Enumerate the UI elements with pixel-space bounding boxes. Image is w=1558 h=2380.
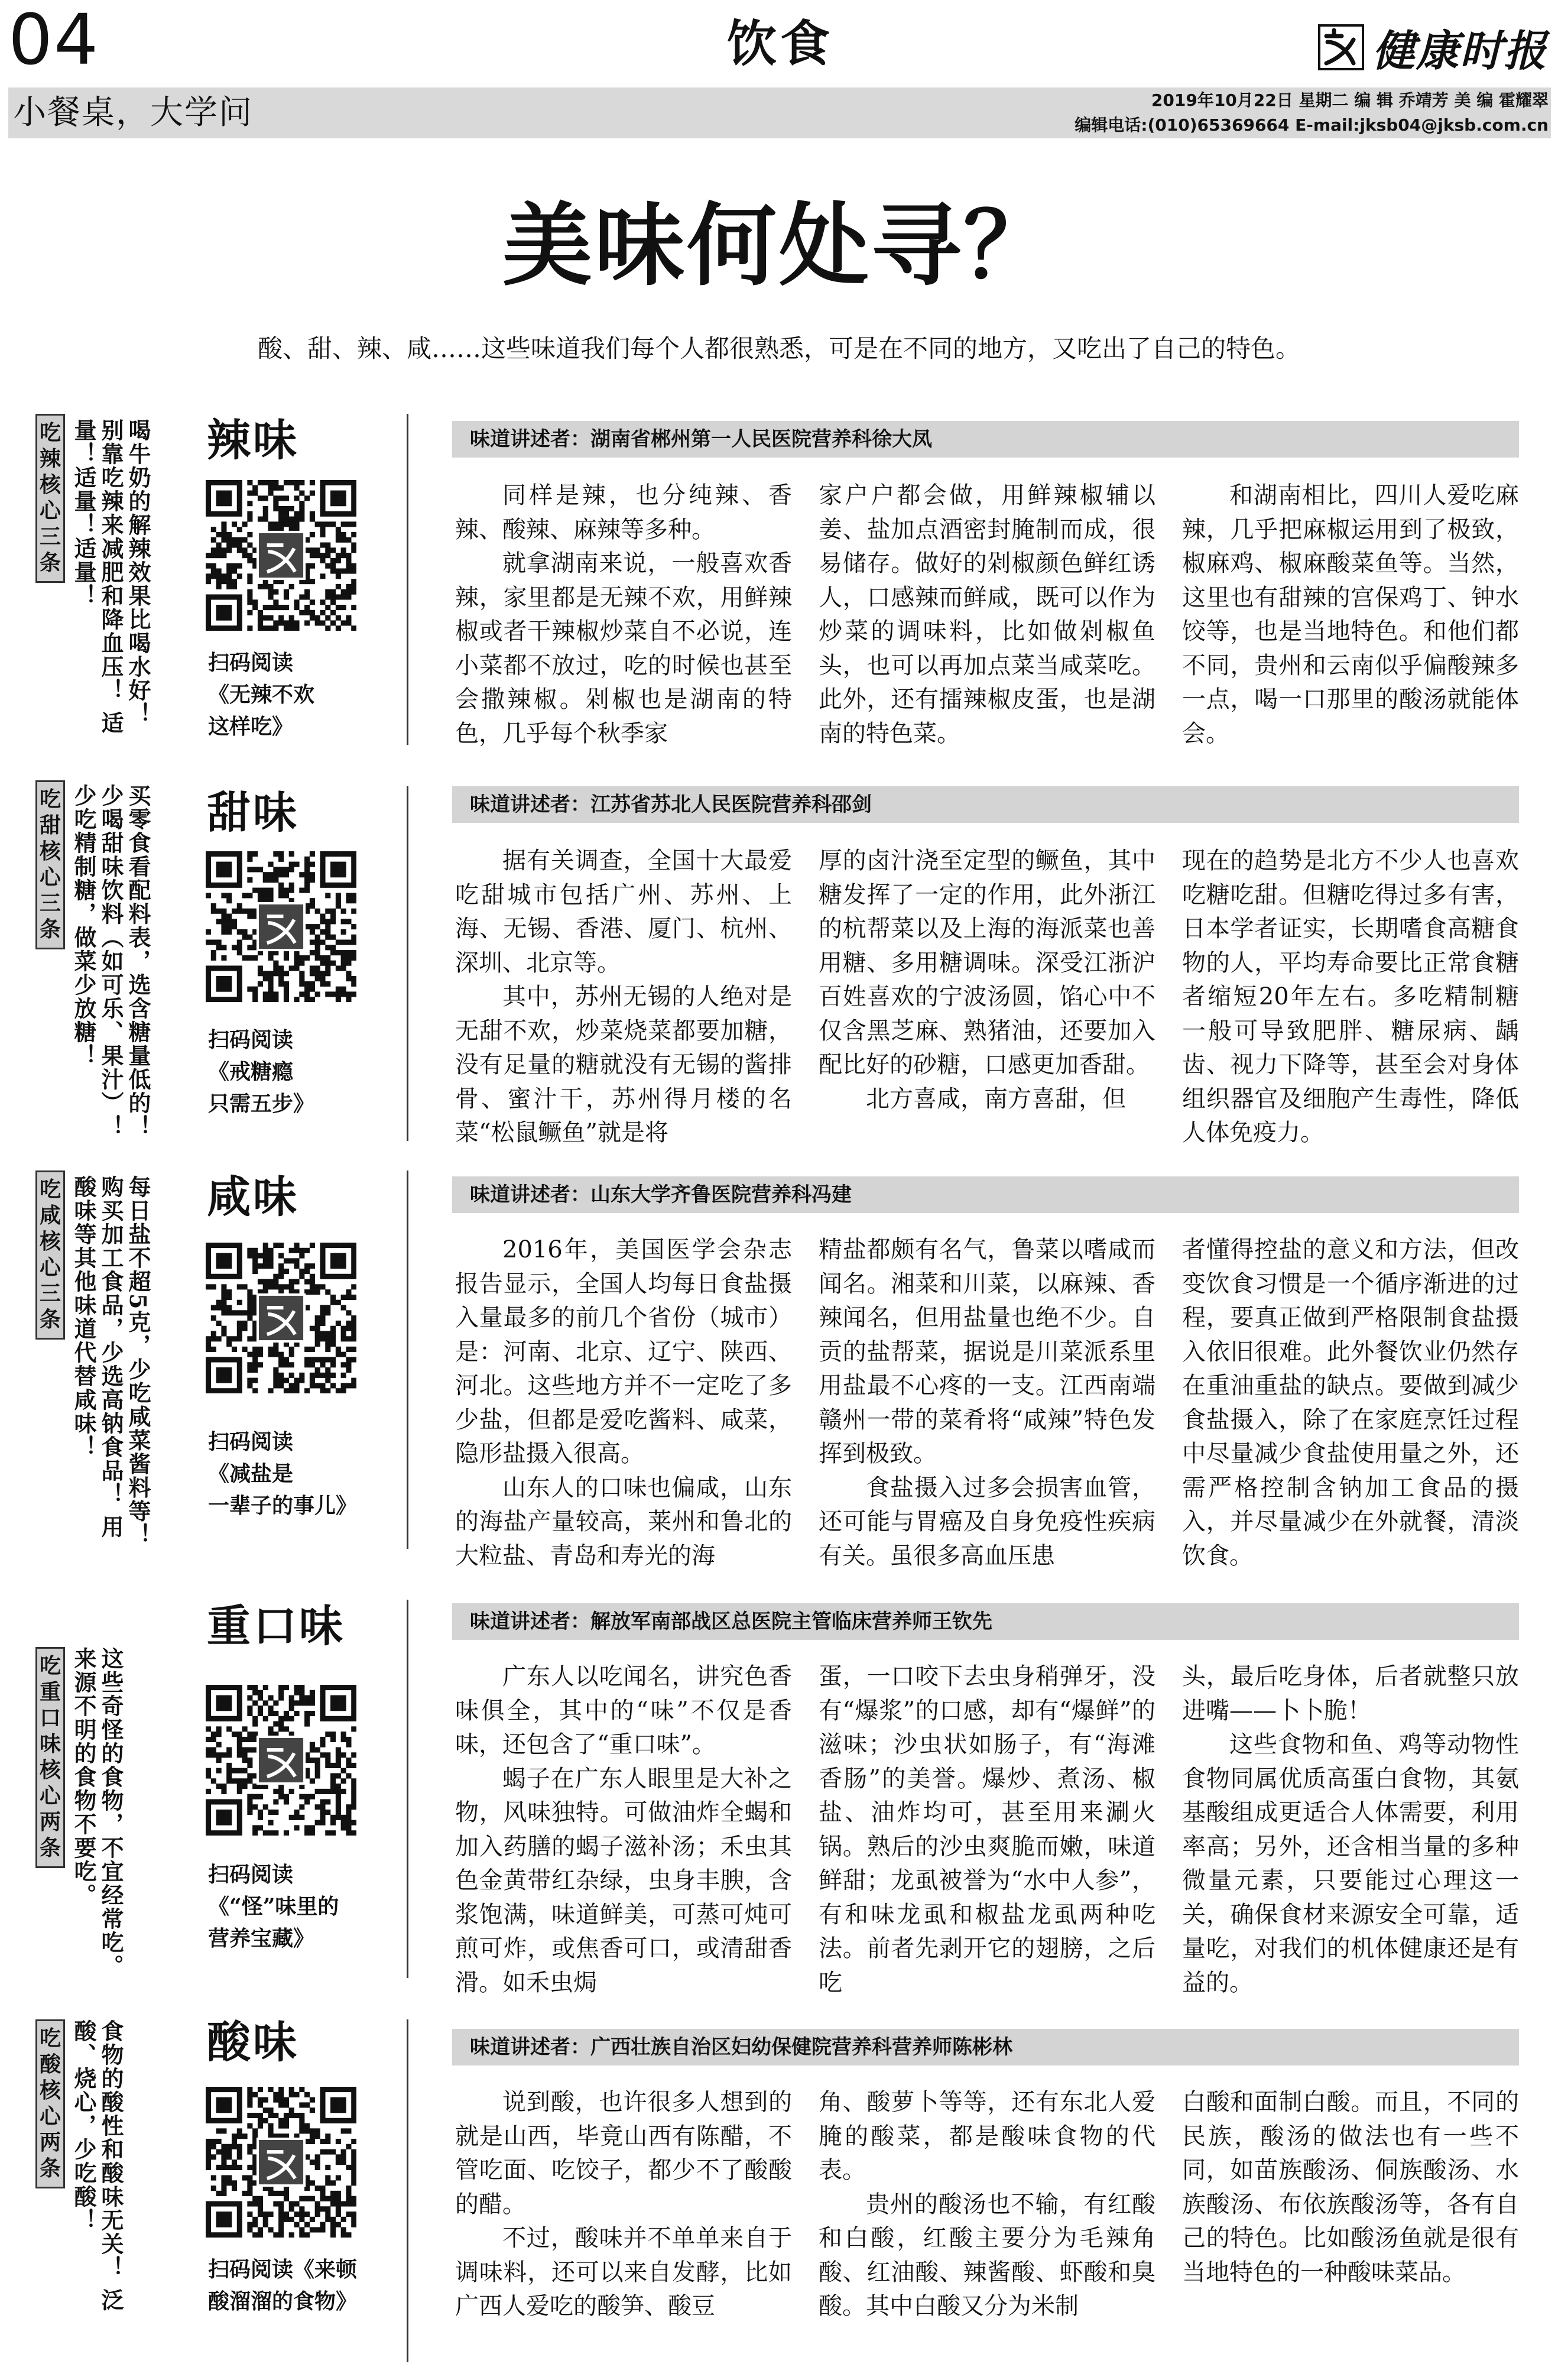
tip-line: 购买加工食品，少选高钠食品！ <box>98 1175 124 1506</box>
logo-mark-icon <box>1318 24 1364 70</box>
headline: 美味何处寻？ <box>502 192 1056 298</box>
logo-text: 健康时报 <box>1372 25 1548 76</box>
article-column: 厚的卤汁浇至定型的鳜鱼，其中糖发挥了一定的作用，此外浙江的杭帮菜以及上海的海派菜也善用糖、多用糖调味。深受江浙沪百姓喜欢的宁波汤圆，馅心中不仅含黑芝麻、熟猪油，还要加入配比好的砂糖，口感更加香甜。 北方喜咸，南方喜甜，但 <box>819 847 1155 1113</box>
side-tag: 吃重口味核心两条 <box>35 1647 65 1868</box>
qr-code[interactable] <box>206 480 356 631</box>
tip-line: 别靠吃辣来减肥和降血压！ <box>98 419 124 702</box>
side-tag: 吃咸核心三条 <box>35 1170 65 1340</box>
page-number: 04 <box>8 0 100 80</box>
article-column: 同样是辣，也分纯辣、香辣、酸辣、麻辣等多种。 就拿湖南来说，一般喜欢香辣，家里都是无辣不欢，用鲜辣椒或者干辣椒炒菜自不必说，连小菜都不放过，吃的时候也甚至会撒辣椒。剁椒也是湖南的特色，几乎每个秋季家 <box>455 482 792 747</box>
side-tag: 吃酸核心两条 <box>35 2019 65 2188</box>
scan-caption: 扫码阅读 《“怪”味里的 营养宝藏》 <box>208 1862 339 1951</box>
lede: 酸、甜、辣、咸……这些味道我们每个人都很熟悉，可是在不同的地方，又吃出了自己的特色。 <box>257 334 1300 363</box>
scan-caption: 扫码阅读 《减盐是 一辈子的事儿》 <box>208 1429 358 1518</box>
tip-line: 来源不明的食物不要吃。 <box>70 1647 97 1907</box>
article-column: 精盐都颇有名气，鲁菜以嗜咸而闻名。湘菜和川菜，以麻辣、香辣闻名，但用盐量也绝不少。自贡的盐帮菜，据说是川菜派系里用盐最不心疼的一支。江西南端赣州一带的菜肴将“咸辣”特色发挥到极致。 食盐摄入过多会损害血管，还可能与胃癌及自身免疫性疾病有关。虽很多高血压患 <box>819 1236 1155 1570</box>
tip-line: 泛酸、烧心，少吃酸！ <box>70 2019 124 2313</box>
flavor-title: 酸味 <box>207 2017 299 2068</box>
contact-line: 编辑电话:(010)65369664 E-mail:jksb04@jksb.com.cn <box>1075 115 1549 135</box>
article-column: 角、酸萝卜等等，还有东北人爱腌的酸菜，都是酸味食物的代表。 贵州的酸汤也不输，有红酸和白酸，红酸主要分为毛辣角酸、红油酸、辣酱酸、虾酸和臭酸。其中白酸又分为米制 <box>819 2089 1155 2320</box>
column-name: 小餐桌，大学问 <box>13 93 253 132</box>
article-column: 家户户都会做，用鲜辣椒辅以姜、盐加点酒密封腌制而成，很易储存。做好的剁椒颜色鲜红诱人，口感辣而鲜咸，既可以作为炒菜的调味料，比如做剁椒鱼头，也可以再加点菜当咸菜吃。此外，还有擂辣椒皮蛋，也是湖南的特色菜。 <box>819 482 1155 747</box>
narrator-bar: 味道讲述者：湖南省郴州第一人民医院营养科徐大凤 <box>452 421 1519 458</box>
tip-line: 买零食看配料表，选含糖量低的！ <box>125 784 151 1139</box>
tip-line: 少吃精制糖，做菜少放糖！ <box>70 784 97 1068</box>
article-column: 和湖南相比，四川人爱吃麻辣，几乎把麻椒运用到了极致，椒麻鸡、椒麻酸菜鱼等。当然，这里也有甜辣的宫保鸡丁、钟水饺等，也是当地特色。和他们都不同，贵州和云南似乎偏酸辣多一点，喝一口那里的酸汤就能体会。 <box>1182 482 1519 747</box>
scan-caption: 扫码阅读《来顿 酸溜溜的食物》 <box>208 2257 358 2314</box>
flavor-title: 甜味 <box>207 787 299 838</box>
qr-code[interactable] <box>206 2087 356 2238</box>
article-column: 2016年，美国医学会杂志报告显示，全国人均每日食盐摄入量最多的前几个省份（城市）是：河南、北京、辽宁、陕西、河北。这些地方并不一定吃了多少盐，但都是爱吃酱料、咸菜，隐形盐摄入很高。 山东人的口味也偏咸，山东的海盐产量较高，莱州和鲁北的大粒盐、青岛和寿光的海 <box>455 1236 792 1570</box>
narrator-bar: 味道讲述者：江苏省苏北人民医院营养科邵剑 <box>452 786 1519 823</box>
divider <box>407 786 408 1141</box>
tip-line: 每日盐不超5克，少吃咸菜酱料等！ <box>125 1175 151 1547</box>
tip-line: 适量！适量！适量！ <box>70 419 124 735</box>
article-column: 者懂得控盐的意义和方法，但改变饮食习惯是一个循序渐进的过程，要真正做到严格限制食盐摄入依旧很难。此外餐饮业仍然存在重油重盐的缺点。要做到减少食盐摄入，除了在家庭烹饪过程中尽量减少食盐使用量之外，还需严格控制含钠加工食品的摄入，并尽量减少在外就餐，清淡饮食。 <box>1182 1236 1519 1570</box>
newspaper-logo <box>1318 18 1547 77</box>
article-column: 现在的趋势是北方不少人也喜欢吃糖吃甜。但糖吃得过多有害，日本学者证实，长期嗜食高糖食物的人，平均寿命要比正常食糖者缩短20年左右。多吃精制糖一般可导致肥胖、糖尿病、龋齿、视力下降等，甚至会对身体组织器官及细胞产生毒性，降低人体免疫力。 <box>1182 847 1519 1146</box>
scan-caption: 扫码阅读 《戒糖瘾 只需五步》 <box>208 1027 315 1116</box>
date-line: 2019年10月22日 星期二 编 辑 乔靖芳 美 编 霍耀翠 <box>1151 90 1549 110</box>
article-column: 说到酸，也许很多人想到的就是山西，毕竟山西有陈醋，不管吃面、吃饺子，都少不了酸酸的醋。 不过，酸味并不单单来自于调味料，还可以来自发酵，比如广西人爱吃的酸笋、酸豆 <box>455 2089 792 2320</box>
side-tip <box>70 419 151 755</box>
tip-line: 喝牛奶的解辣效果比喝水好！ <box>125 419 151 726</box>
divider <box>407 2019 408 2362</box>
divider <box>407 414 408 745</box>
side-tip <box>70 2019 124 2350</box>
narrator-bar: 味道讲述者：山东大学齐鲁医院营养科冯建 <box>452 1176 1519 1213</box>
flavor-title: 重口味 <box>207 1601 345 1652</box>
side-tip <box>70 1647 124 2002</box>
divider <box>407 1600 408 1978</box>
side-tip <box>70 784 151 1162</box>
article-column: 蛋，一口咬下去虫身稍弹牙，没有“爆浆”的口感，却有“爆鲜”的滋味；沙虫状如肠子，有“海滩香肠”的美誉。爆炒、煮汤、椒盐、油炸均可，甚至用来涮火锅。熟后的沙虫爽脆而嫩，味道鲜甜；龙虱被誉为“水中人参”，有和味龙虱和椒盐龙虱两种吃法。前者先剥开它的翅膀，之后吃 <box>819 1663 1155 1996</box>
narrator-bar: 味道讲述者：广西壮族自治区妇幼保健院营养科营养师陈彬林 <box>452 2029 1519 2066</box>
qr-code[interactable] <box>206 851 356 1002</box>
article-column: 广东人以吃闻名，讲究色香味俱全，其中的“味”不仅是香味，还包含了“重口味”。 蝎子在广东人眼里是大补之物，风味独特。可做油炸全蝎和加入药膳的蝎子滋补汤；禾虫其色金黄带红杂绿，虫身丰腴，含浆饱满，味道鲜美，可蒸可炖可煎可炸，或焦香可口，或清甜香滑。如禾虫焗 <box>455 1663 792 1996</box>
tip-line: 少喝甜味饮料（如可乐、果汁）！ <box>98 784 124 1139</box>
qr-code[interactable] <box>206 1243 356 1393</box>
article-column: 头，最后吃身体，后者就整只放进嘴——卜卜脆！ 这些食物和鱼、鸡等动物性食物同属优质高蛋白食物，其氨基酸组成更适合人体需要，利用率高；另外，还含相当量的多种微量元素，只要能过心理这一关，确保食材来源安全可靠，适量吃，对我们的机体健康还是有益的。 <box>1182 1663 1519 1996</box>
side-tag: 吃辣核心三条 <box>35 414 65 583</box>
flavor-title: 辣味 <box>207 415 299 466</box>
section-name: 饮食 <box>727 15 834 73</box>
side-tag: 吃甜核心三条 <box>35 780 65 949</box>
tip-line: 用酸味等其他味道代替咸味！ <box>70 1175 124 1539</box>
narrator-bar: 味道讲述者：解放军南部战区总医院主管临床营养师王钦先 <box>452 1603 1519 1640</box>
scan-caption: 扫码阅读 《无辣不欢 这样吃》 <box>208 650 315 739</box>
tip-line: 这些奇怪的食物，不宜经常吃。 <box>98 1647 124 1978</box>
article-column: 据有关调查，全国十大最爱吃甜城市包括广州、苏州、上海、无锡、香港、厦门、杭州、深圳、北京等。 其中，苏州无锡的人绝对是无甜不欢，炒菜烧菜都要加糖，没有足量的糖就没有无锡的酱排骨、蜜汁干，苏州得月楼的名菜“松鼠鳜鱼”就是将 <box>455 847 792 1146</box>
flavor-title: 咸味 <box>207 1172 299 1223</box>
tip-line: 食物的酸性和酸味无关！ <box>98 2019 124 2280</box>
article-column: 白酸和面制白酸。而且，不同的民族，酸汤的做法也有一些不同，如苗族酸汤、侗族酸汤、水族酸汤、布依族酸汤等，各有自己的特色。比如酸汤鱼就是很有当地特色的一种酸味菜品。 <box>1182 2089 1519 2286</box>
qr-code[interactable] <box>206 1685 356 1836</box>
side-tip <box>70 1175 151 1554</box>
divider <box>407 1170 408 1549</box>
